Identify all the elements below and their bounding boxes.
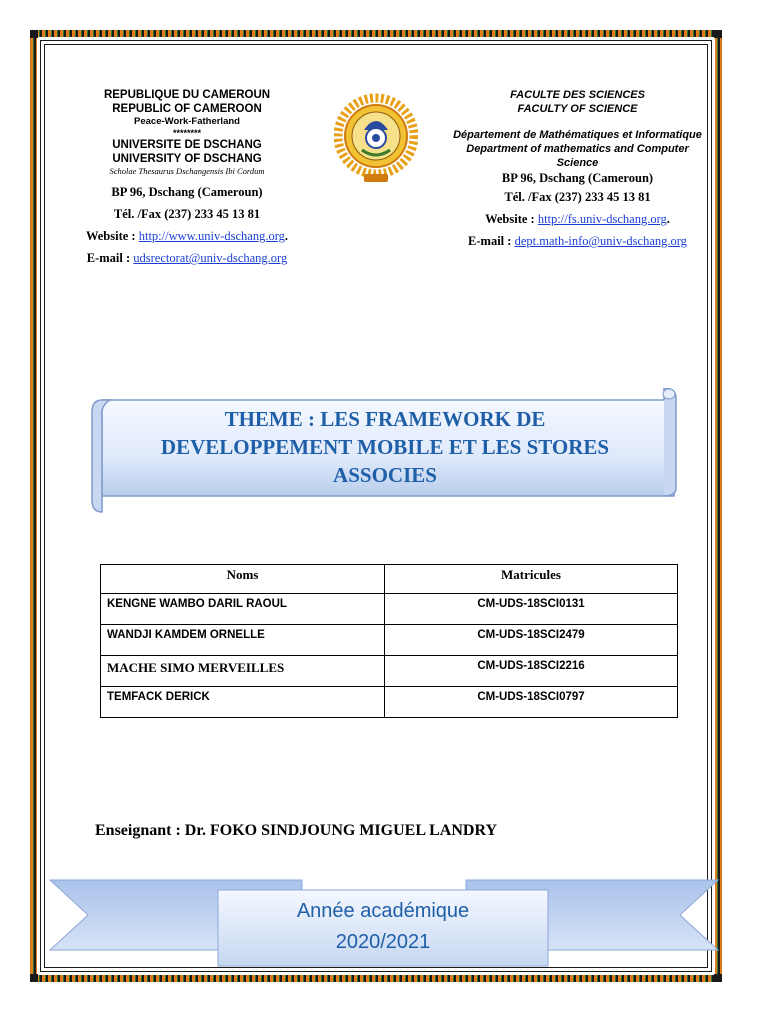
border-corner — [714, 30, 722, 38]
students-table — [100, 564, 678, 718]
table-row — [101, 687, 678, 718]
university-header — [62, 88, 312, 269]
student-name: KENGNE WAMBO DARIL RAOUL — [101, 594, 385, 625]
national-motto: Peace-Work-Fatherland — [134, 116, 240, 127]
university-fr: UNIVERSITE DE DSCHANG — [112, 139, 262, 151]
column-header-matricules: Matricules — [385, 565, 678, 594]
university-email-link[interactable]: udsrectorat@univ-dschang.org — [133, 251, 288, 265]
university-logo — [334, 90, 418, 190]
republic-en: REPUBLIC OF CAMEROON — [112, 103, 262, 115]
republic-fr: REPUBLIQUE DU CAMEROUN — [103, 89, 271, 101]
faculty-fr: FACULTE DES SCIENCES — [510, 89, 645, 101]
university-en: UNIVERSITY OF DSCHANG — [112, 153, 262, 165]
website-suffix: . — [284, 229, 289, 243]
university-email-line — [62, 247, 312, 269]
student-matricule: CM-UDS-18SCI0131 — [385, 594, 678, 625]
student-matricule: CM-UDS-18SCI2216 — [385, 656, 678, 687]
border-corner — [30, 30, 38, 38]
email-label: E-mail : — [86, 251, 134, 265]
theme-title — [120, 405, 650, 489]
faculty-website-line — [450, 208, 705, 230]
student-name: TEMFACK DERICK — [101, 687, 385, 718]
faculty-phone: Tél. /Fax (237) 233 45 13 81 — [504, 190, 651, 204]
faculty-address: BP 96, Dschang (Cameroun) — [501, 171, 654, 185]
website-suffix: . — [666, 212, 670, 226]
university-address: BP 96, Dschang (Cameroun) — [111, 185, 263, 199]
student-matricule: CM-UDS-18SCI2479 — [385, 625, 678, 656]
faculty-email-line — [450, 230, 705, 252]
separator-stars: ******** — [172, 128, 202, 138]
academic-year-value: 2020/2021 — [335, 931, 431, 953]
teacher-name: Enseignant : Dr. FOKO SINDJOUNG MIGUEL LANDRY — [95, 822, 497, 839]
department-en: Department of mathematics and Computer Science — [466, 143, 689, 169]
website-label: Website : — [85, 229, 139, 243]
faculty-header — [450, 88, 705, 252]
table-row — [101, 625, 678, 656]
student-name: MACHE SIMO MERVEILLES — [101, 656, 385, 687]
university-phone: Tél. /Fax (237) 233 45 13 81 — [113, 207, 261, 221]
table-row — [101, 656, 678, 687]
department-fr: Département de Mathématiques et Informatique — [453, 129, 702, 141]
table-header-row — [101, 565, 678, 594]
theme-line-3: ASSOCIES — [333, 463, 437, 487]
website-label: Website : — [485, 212, 538, 226]
faculty-website-link[interactable]: http://fs.univ-dschang.org — [537, 212, 667, 226]
theme-line-2: DEVELOPPEMENT MOBILE ET LES STORES — [160, 435, 610, 459]
faculty-email-link[interactable]: dept.math-info@univ-dschang.org — [514, 234, 687, 248]
border-corner — [30, 974, 38, 982]
university-website-link[interactable]: http://www.univ-dschang.org — [138, 229, 285, 243]
email-label: E-mail : — [468, 234, 515, 248]
table-row — [101, 594, 678, 625]
student-matricule: CM-UDS-18SCI0797 — [385, 687, 678, 718]
academic-year — [218, 896, 548, 958]
university-motto: Scholae Thesaurus Dschangensis Ibi Cordum — [109, 166, 265, 176]
university-website-line — [62, 225, 312, 247]
student-name: WANDJI KAMDEM ORNELLE — [101, 625, 385, 656]
academic-year-label: Année académique — [296, 900, 470, 922]
faculty-en: FACULTY OF SCIENCE — [517, 103, 638, 115]
theme-line-1: THEME : LES FRAMEWORK DE — [224, 407, 546, 431]
column-header-noms: Noms — [101, 565, 385, 594]
